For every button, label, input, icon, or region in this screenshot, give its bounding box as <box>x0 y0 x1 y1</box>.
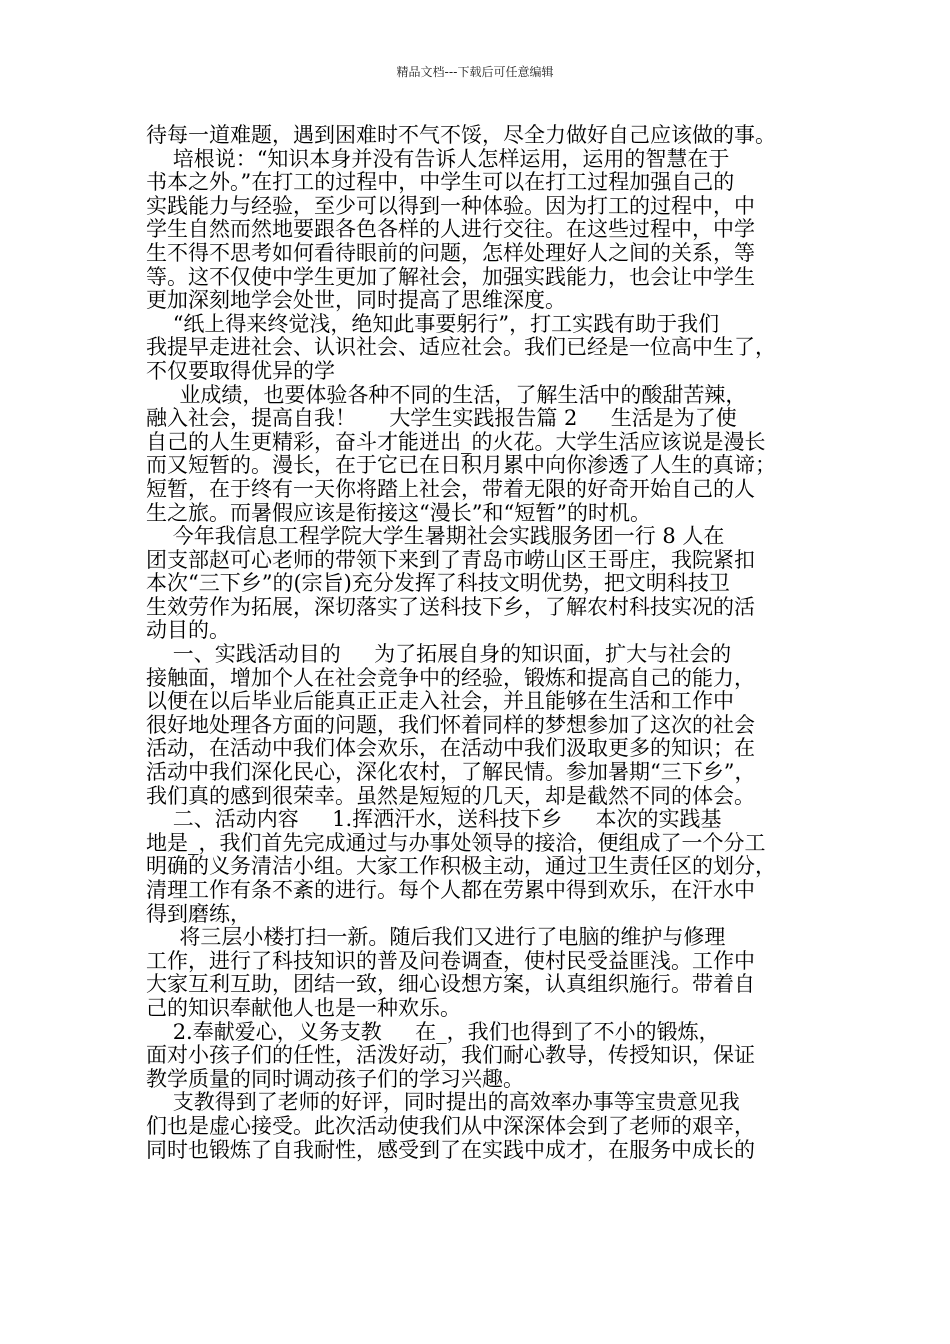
text-line: 支教得到了老师的好评，同时提出的高效率办事等宝贵意见我 <box>146 1090 740 1115</box>
text-line: 待每一道难题，遇到困难时不气不馁，尽全力做好自己应该做的事。 <box>146 123 776 147</box>
text-line: 二、活动内容 1.挥洒汗水，送科技下乡 本次的实践基 <box>146 807 722 832</box>
text-line: “纸上得来终觉浅，绝知此事要躬行”，打工实践有助于我们 <box>146 311 720 336</box>
text-line: 面对小孩子们的任性，活泼好动，我们耐心教导，传授知识，保证 <box>146 1043 755 1068</box>
text-line: 明确的义务清洁小组。大家工作积极主动，通过卫生责任区的划分， <box>146 854 776 879</box>
text-line: 我提早走进社会、认识社会、适应社会。我们已经是一位高中生了， <box>146 335 776 360</box>
text-line: 学生自然而然地要跟各色各样的人进行交往。在这些过程中，中学 <box>146 217 755 242</box>
text-line: 生之旅。而暑假应该是衔接这“漫长”和“短暂”的时机。 <box>146 500 651 525</box>
text-line: 生效劳作为拓展，深切落实了送科技下乡，了解农村科技实况的活 <box>146 594 755 619</box>
text-line: 培根说：“知识本身并没有告诉人怎样运用，运用的智慧在于 <box>146 146 730 171</box>
text-line: 将三层小楼打扫一新。随后我们又进行了电脑的维护与修理 <box>146 925 726 950</box>
text-line: 我们真的感到很荣幸。虽然是短短的几天，却是截然不同的体会。 <box>146 783 755 808</box>
text-line: 团支部赵可心老师的带领下来到了青岛市崂山区王哥庄，我院紧扣 <box>146 547 755 572</box>
text-line: 教学质量的同时调动孩子们的学习兴趣。 <box>146 1066 524 1091</box>
text-line: 生不得不思考如何看待眼前的问题，怎样处理好人之间的关系，等 <box>146 240 755 265</box>
text-line: 今年我信息工程学院大学生暑期社会实践服务团一行 8 人在 <box>146 524 725 549</box>
text-line: 大家互利互助，团结一致，细心设想方案，认真组织施行。带着自 <box>146 972 755 997</box>
text-line: 活动，在活动中我们体会欢乐，在活动中我们汲取更多的知识；在 <box>146 736 755 761</box>
text-line: 书本之外。”在打工的过程中，中学生可以在打工过程加强自己的 <box>146 170 735 195</box>
text-line: 不仅要取得优异的学 <box>146 358 335 383</box>
text-line: 自己的人生更精彩，奋斗才能迸出_的火花。大学生活应该说是漫长 <box>146 429 766 454</box>
text-line: 己的知识奉献他人也是一种欢乐。 <box>146 995 461 1020</box>
text-line: 更加深刻地学会处世，同时提高了思维深度。 <box>146 288 566 313</box>
text-line: 动目的。 <box>146 618 230 643</box>
text-line: 得到磨练， <box>146 901 251 926</box>
text-line: 短暂，在于终有一天你将踏上社会，带着无限的好奇开始自己的人 <box>146 476 755 501</box>
text-line: 业成绩，也要体验各种不同的生活，了解生活中的酸甜苦辣， <box>146 382 747 407</box>
text-line: 工作，进行了科技知识的普及问卷调查，使村民受益匪浅。工作中 <box>146 948 755 973</box>
text-line: 等。这不仅使中学生更加了解社会，加强实践能力，也会让中学生 <box>146 264 755 289</box>
text-line: 活动中我们深化民心，深化农村，了解民情。参加暑期“三下乡”， <box>146 760 756 785</box>
text-line: 实践能力与经验，至少可以得到一种体验。因为打工的过程中，中 <box>146 193 755 218</box>
text-line: 以便在以后毕业后能真正正走入社会，并且能够在生活和工作中 <box>146 689 734 714</box>
text-line: 一、实践活动目的 为了拓展自身的知识面，扩大与社会的 <box>146 642 732 667</box>
text-line: 们也是虚心接受。此次活动使我们从中深深体会到了老师的艰辛， <box>146 1113 755 1138</box>
text-line: 清理工作有条不紊的进行。每个人都在劳累中得到欢乐，在汗水中 <box>146 878 755 902</box>
text-line: 2.奉献爱心，义务支教 在_，我们也得到了不小的锻炼， <box>146 1019 720 1044</box>
text-line: 融入社会，提高自我！ 大学生实践报告篇 2 生活是为了使 <box>146 406 737 431</box>
page-header: 精品文档---下载后可任意编辑 <box>396 65 554 79</box>
text-line: 同时也锻炼了自我耐性，感受到了在实践中成才，在服务中成长的 <box>146 1137 755 1162</box>
text-line: 地是_，我们首先完成通过与办事处领导的接洽，便组成了一个分工 <box>146 830 766 855</box>
text-line: 很好地处理各方面的问题，我们怀着同样的梦想参加了这次的社会 <box>146 712 755 737</box>
text-line: 而又短暂的。漫长，在于它已在日积月累中向你渗透了人生的真谛； <box>146 453 776 478</box>
text-line: 接触面，增加个人在社会竞争中的经验，锻炼和提高自己的能力， <box>146 665 755 690</box>
document-body <box>146 124 814 1162</box>
text-line: 本次“三下乡”的(宗旨)充分发挥了科技文明优势，把文明科技卫 <box>146 571 730 596</box>
